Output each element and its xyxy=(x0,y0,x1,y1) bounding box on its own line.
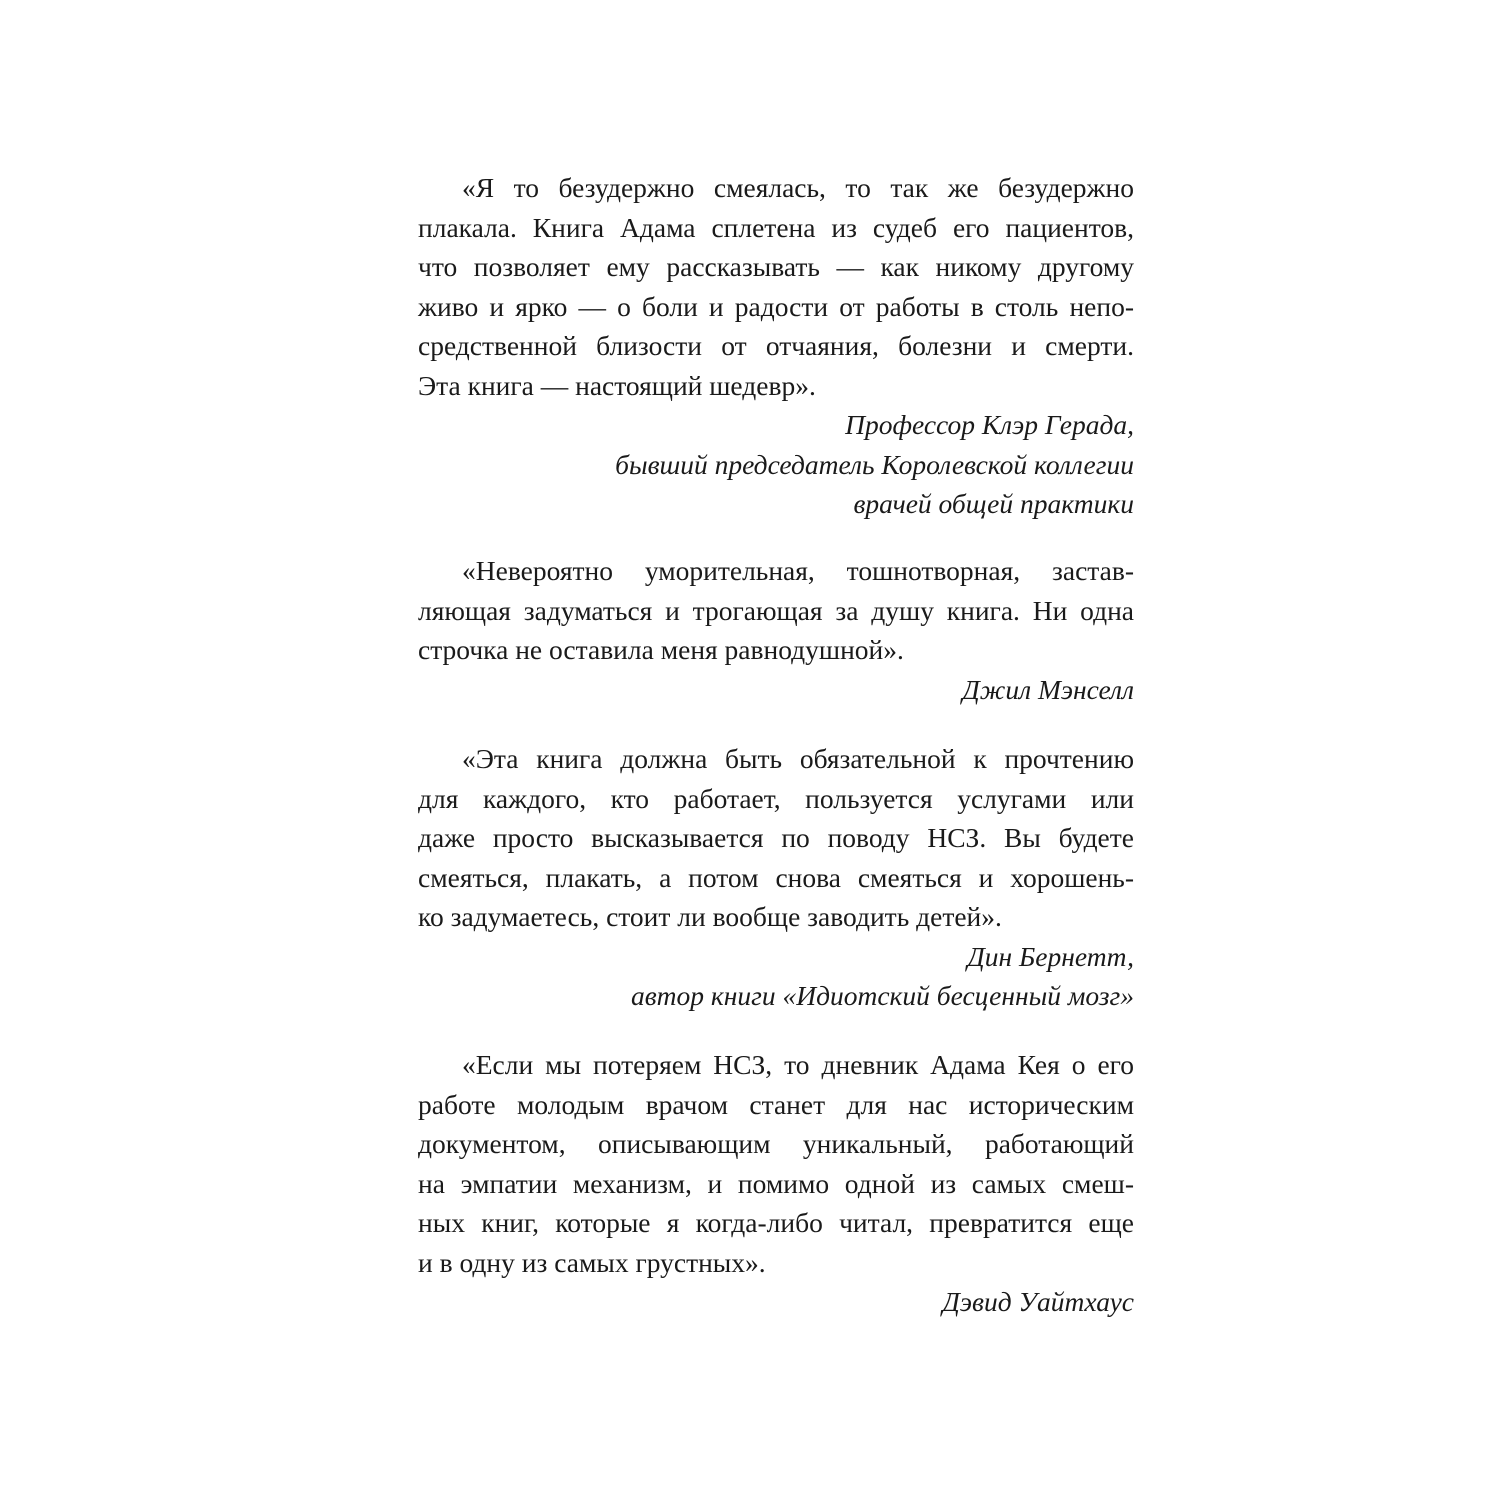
quote-line: «Эта книга должна быть обязательной к прочтению xyxy=(462,743,1134,774)
attribution-line: бывший председатель Королевской коллегии xyxy=(615,448,1134,480)
quote-block xyxy=(418,168,1134,524)
quote-line: «Если мы потеряем НСЗ, то дневник Адама Кея о его xyxy=(462,1049,1134,1080)
quote-line: «Я то безудержно смеялась, то так же безудержно xyxy=(462,172,1134,203)
quote-line: для каждого, кто работает, пользуется услугами или xyxy=(418,782,1134,814)
quote-line: ных книг, которые я когда-либо читал, превратится еще xyxy=(418,1207,1134,1238)
quote-line: смеяться, плакать, а потом снова смеяться и хорошень- xyxy=(418,861,1134,893)
attribution-line: Дин Бернетт, xyxy=(967,940,1134,972)
quote-line: Эта книга — настоящий шедевр». xyxy=(418,369,816,401)
attribution-line: Джил Мэнселл xyxy=(962,673,1134,705)
quote-line: на эмпатии механизм, и помимо одной из самых смеш- xyxy=(418,1167,1134,1199)
quote-line: «Невероятно уморительная, тошнотворная, застав- xyxy=(462,555,1134,586)
attribution-line: автор книги «Идиотский бесценный мозг» xyxy=(630,980,1134,1011)
quote-line: и в одну из самых грустных». xyxy=(418,1246,766,1278)
attribution-line: врачей общей практики xyxy=(853,488,1134,519)
quote-line: документом, описывающим уникальный, работающий xyxy=(418,1128,1134,1159)
quote-block xyxy=(418,1045,1134,1322)
quote-line: ляющая задуматься и трогающая за душу книга. Ни одна xyxy=(418,594,1134,626)
quote-block xyxy=(418,739,1134,1016)
book-page xyxy=(418,0,1134,1500)
quote-line: средственной близости от отчаяния, болезни и смерти. xyxy=(418,330,1134,361)
quote-line: работе молодым врачом станет для нас историческим xyxy=(418,1088,1134,1120)
attribution-line: Профессор Клэр Герада, xyxy=(845,409,1134,440)
quote-line: что позволяет ему рассказывать — как никому другому xyxy=(418,251,1134,282)
quote-line: плакала. Книга Адама сплетена из судеб его пациентов, xyxy=(418,211,1134,243)
attribution-line: Дэвид Уайтхаус xyxy=(942,1286,1134,1317)
quote-line: живо и ярко — о боли и радости от работы в столь непо- xyxy=(418,290,1134,322)
quote-line: строчка не оставила меня равнодушной». xyxy=(418,634,904,665)
quote-block xyxy=(418,551,1134,709)
quote-line: даже просто высказывается по поводу НСЗ. Вы будете xyxy=(418,822,1134,853)
quote-line: ко задумаетесь, стоит ли вообще заводить детей». xyxy=(418,901,1002,932)
